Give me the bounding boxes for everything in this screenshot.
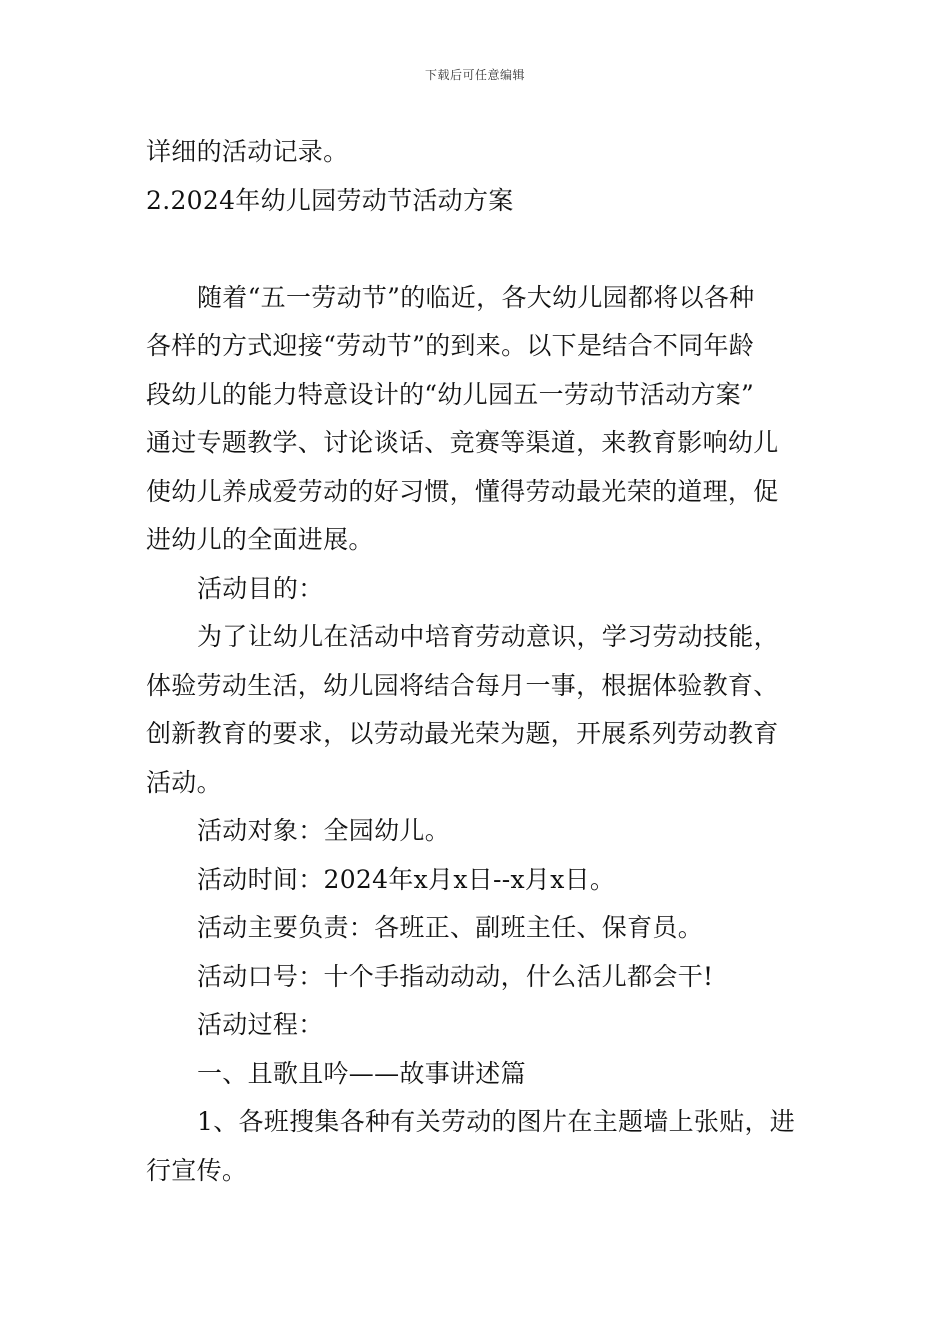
text-line: 活动口号：十个手指动动动，什么活儿都会干! (197, 961, 714, 991)
text-line: 各样的方式迎接“劳动节”的到来。以下是结合不同年龄 (146, 331, 755, 360)
page-header: 下载后可任意编辑 (424, 68, 525, 82)
blank-line (146, 225, 806, 274)
text-line: 通过专题教学、讨论谈话、竞赛等渠道，来教育影响幼儿 (146, 428, 779, 457)
text-line: 1、各班搜集各种有关劳动的图片在主题墙上张贴，进 (197, 1107, 796, 1136)
text-line: 活动。 (146, 767, 222, 797)
text-line: 详细的活动记录。 (146, 137, 349, 166)
text-line: 为了让幼儿在活动中培育劳动意识，学习劳动技能， (197, 622, 779, 651)
text-line: 活动对象：全园幼儿。 (197, 816, 451, 845)
text-line: 段幼儿的能力特意设计的“幼儿园五一劳动节活动方案” (146, 379, 755, 409)
text-line: 活动主要负责：各班正、副班主任、保育员。 (197, 913, 704, 942)
text-line: 创新教育的要求，以劳动最光荣为题，开展系列劳动教育 (146, 719, 779, 748)
text-line: 活动时间：2024年x月x日--x月x日。 (197, 864, 616, 894)
document-body (146, 128, 806, 1195)
text-line: 进幼儿的全面进展。 (146, 525, 374, 554)
text-line: 随着“五一劳动节”的临近，各大幼儿园都将以各种 (197, 282, 755, 312)
text-line: 2.2024年幼儿园劳动节活动方案 (146, 185, 514, 215)
text-line: 体验劳动生活，幼儿园将结合每月一事，根据体验教育、 (146, 670, 779, 700)
text-line: 行宣传。 (146, 1155, 248, 1185)
text-line: 活动目的： (197, 573, 324, 603)
text-line: 活动过程： (197, 1010, 324, 1039)
text-line: 使幼儿养成爱劳动的好习惯，懂得劳动最光荣的道理，促 (146, 476, 779, 506)
text-line: 一、且歌且吟——故事讲述篇 (197, 1058, 526, 1088)
